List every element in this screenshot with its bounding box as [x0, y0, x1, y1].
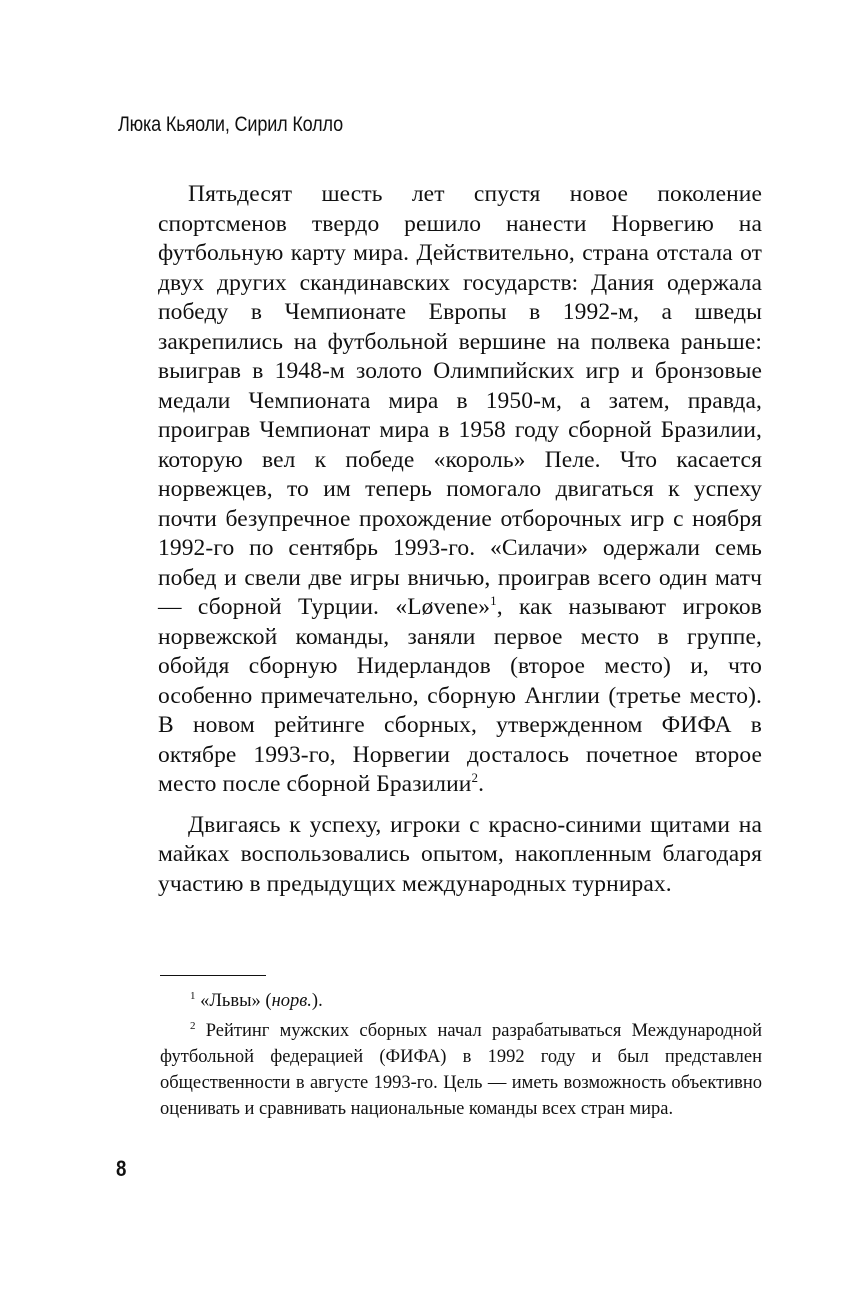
footnote-2-marker: 2 [190, 1020, 196, 1032]
footnote-divider [160, 975, 266, 976]
footnote-1 [160, 988, 762, 1014]
footnote-1-text-b: ). [311, 991, 323, 1011]
footnote-1-italic: норв. [271, 991, 312, 1011]
page-number: 8 [116, 1156, 127, 1181]
paragraph-1-text-b: , как называют игроков норвежской команды, заняли первое место в группе, обойдя сборную Нидерландов (второе место) и, что особенно примечательно, сборную Англии (третье место). В новом рейтинге сборных, утвержденном ФИФА в октябре 1993-го, Норвегии досталось почетное второе место после сборной Бразилии [158, 594, 762, 797]
footnotes [160, 988, 762, 1122]
footnote-1-marker: 1 [190, 990, 196, 1002]
paragraph-1-text-a: Пятьдесят шесть лет спустя новое поколение спортсменов твердо решило нанести Норвегию на футбольную карту мира. Действительно, страна отстала от двух других скандинавских государств: Дания одержала победу в Чемпионате Европы в 1992-м, а шведы закрепились на футбольной вершине на полвека раньше: выиграв в 1948-м золото Олимпийских игр и бронзовые медали Чемпионата мира в 1950-м, а затем, правда, проиграв Чемпионат мира в 1958 году сборной Бразилии, которую вел к победе «король» Пеле. Что касается норвежцев, то им теперь помогало двигаться к успеху почти безупречное прохождение отборочных игр с ноября 1992-го по сентябрь 1993-го. «Силачи» одержали семь побед и свели две игры вничью, проиграв всего один матч — сборной Турции. «Løvene» [158, 181, 762, 620]
paragraph-2: Двигаясь к успеху, игроки с красно-синими щитами на майках воспользовались опытом, накопленным благодаря участию в предыдущих международных турнирах. [158, 811, 762, 897]
paragraph-1-end: . [478, 771, 485, 797]
footnote-2 [160, 1018, 762, 1122]
footnote-2-text: Рейтинг мужских сборных начал разрабатываться Международной футбольной федерацией (ФИФА) в 1992 году и был представлен общественности в августе 1993-го. Цель — иметь возможность объективно оценивать и сравнивать национальные команды всех стран мира. [160, 1021, 762, 1119]
footnote-ref-1: 1 [490, 593, 497, 608]
footnote-ref-2: 2 [471, 770, 479, 785]
footnote-1-text-a: «Львы» ( [195, 991, 272, 1011]
paragraph-1 [158, 180, 762, 800]
main-text [158, 180, 762, 899]
running-head: Люка Кьяоли, Сирил Колло [118, 113, 343, 136]
